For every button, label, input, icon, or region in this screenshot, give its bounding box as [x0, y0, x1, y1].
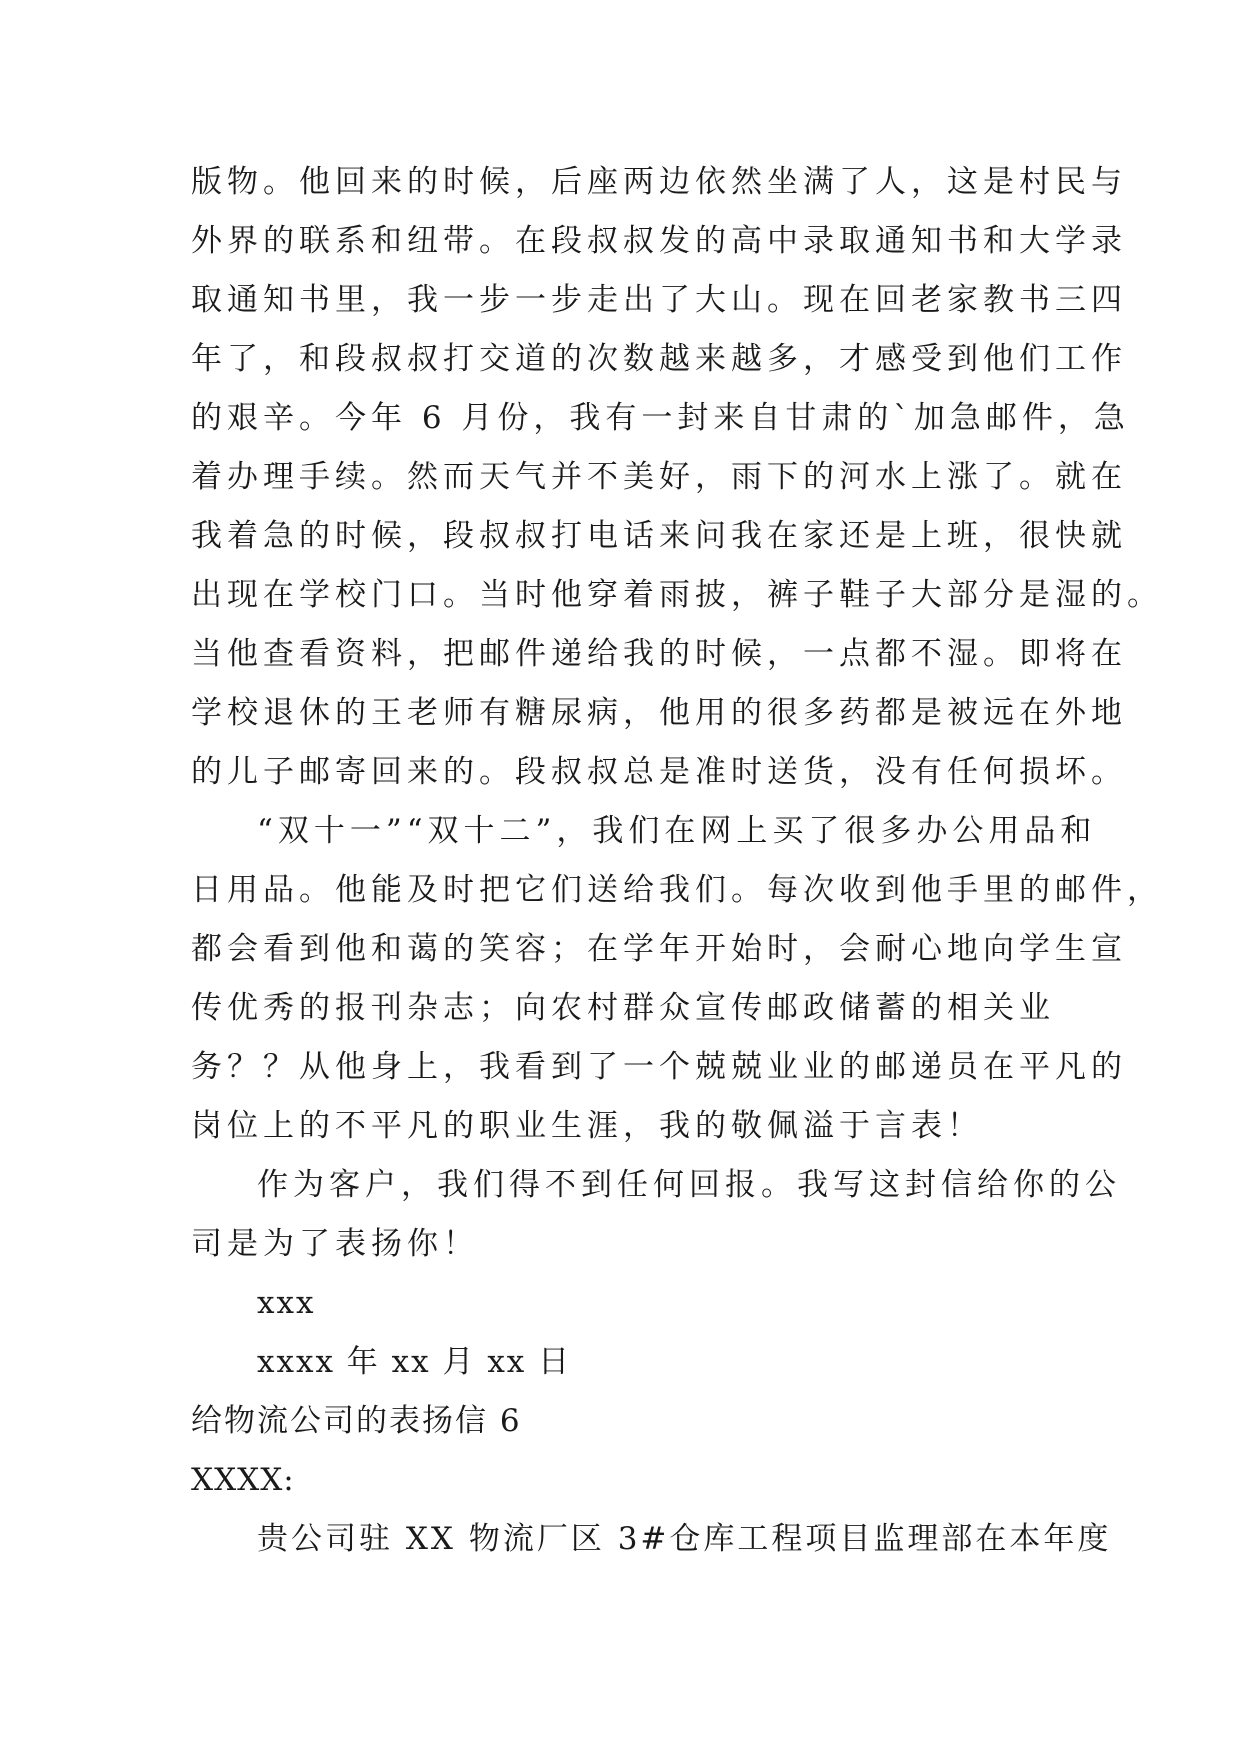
text-line: 取通知书里，我一步一步走出了大山。现在回老家教书三四	[191, 282, 1127, 318]
text-line: 外界的联系和纽带。在段叔叔发的高中录取通知书和大学录	[191, 223, 1127, 259]
text-line: 着办理手续。然而天气并不美好，雨下的河水上涨了。就在	[191, 459, 1127, 495]
text-line: 当他查看资料，把邮件递给我的时候，一点都不湿。即将在	[191, 636, 1127, 672]
salutation: XXXX:	[191, 1462, 295, 1498]
paragraph-first-line: 作为客户，我们得不到任何回报。我写这封信给你的公	[257, 1167, 1121, 1203]
paragraph-first-line: “双十一”“双十二”，我们在网上买了很多办公用品和	[257, 813, 1097, 849]
text-line: 都会看到他和蔼的笑容；在学年开始时，会耐心地向学生宣	[191, 931, 1127, 967]
text-line: 的艰辛。今年 6 月份，我有一封来自甘肃的`加急邮件，急	[191, 400, 1130, 436]
text-line: 年了，和段叔叔打交道的次数越来越多，才感受到他们工作	[191, 341, 1127, 377]
text-line: 岗位上的不平凡的职业生涯，我的敬佩溢于言表！	[191, 1108, 983, 1144]
text-line: 日用品。他能及时把它们送给我们。每次收到他手里的邮件，	[191, 872, 1163, 908]
text-line: 司是为了表扬你！	[191, 1226, 479, 1262]
text-line: 版物。他回来的时候，后座两边依然坐满了人，这是村民与	[191, 164, 1127, 200]
paragraph-first-line: 贵公司驻 XX 物流厂区 3#仓库工程项目监理部在本年度	[257, 1521, 1112, 1557]
text-line: 传优秀的报刊杂志；向农村群众宣传邮政储蓄的相关业	[191, 990, 1055, 1026]
signature-name: xxx	[257, 1285, 316, 1321]
section-title: 给物流公司的表扬信 6	[191, 1403, 522, 1439]
text-line: 务？？从他身上，我看到了一个兢兢业业的邮递员在平凡的	[191, 1049, 1127, 1085]
text-line: 出现在学校门口。当时他穿着雨披，裤子鞋子大部分是湿的。	[191, 577, 1163, 613]
signature-date: xxxx 年 xx 月 xx 日	[257, 1344, 572, 1380]
text-line: 我着急的时候，段叔叔打电话来问我在家还是上班，很快就	[191, 518, 1127, 554]
text-line: 的儿子邮寄回来的。段叔叔总是准时送货，没有任何损坏。	[191, 754, 1127, 790]
text-line: 学校退休的王老师有糖尿病，他用的很多药都是被远在外地	[191, 695, 1127, 731]
